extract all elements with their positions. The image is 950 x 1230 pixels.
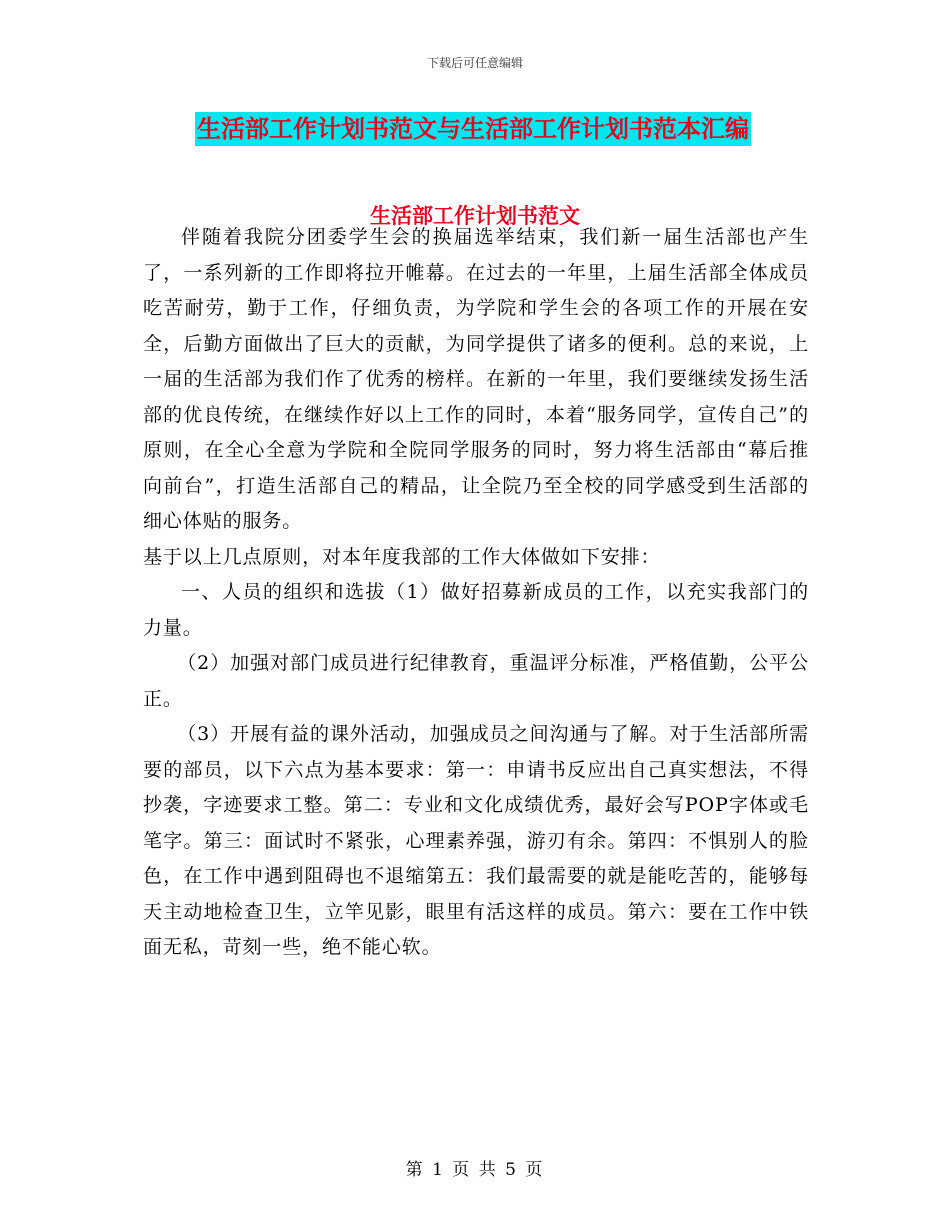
section-title: 生活部工作计划书范文 [370,203,580,228]
paragraph-intro: 伴随着我院分团委学生会的换届选举结束，我们新一届生活部也产生了，一系列新的工作即将拉开帷幕。在过去的一年里，上届生活部全体成员吃苦耐劳，勤于工作，仔细负责，为学院和学生会的各项工作的开展在安全，后勤方面做出了巨大的贡献，为同学提供了诸多的便利。总的来说，上一届的生活部为我们作了优秀的榜样。在新的一年里，我们要继续发扬生活部的优良传统，在继续作好以上工作的同时，本着“服务同学，宣传自己”的原则，在全心全意为学院和全院同学服务的同时，努力将生活部由“幕后推向前台”，打造生活部自己的精品，让全院乃至全校的同学感受到生活部的细心体贴的服务。 [143,226,809,532]
page-footer: 第 1 页 共 5 页 [405,1160,545,1180]
document-body [143,220,809,966]
header-note: 下载后可任意编辑 [426,56,523,70]
paragraph-principles: 基于以上几点原则，对本年度我部的工作大体做如下安排： [143,545,661,568]
paragraph-item-3: （3）开展有益的课外活动，加强成员之间沟通与了解。对于生活部所需要的部员，以下六点为基本要求：第一：申请书反应出自己真实想法，不得抄袭，字迹要求工整。第二：专业和文化成绩优秀，最好会写POP字体或毛笔字。第三：面试时不紧张，心理素养强，游刃有余。第四：不惧别人的脸色，在工作中遇到阻碍也不退缩第五：我们最需要的就是能吃苦的，能够每天主动地检查卫生，立竿见影，眼里有活这样的成员。第六：要在工作中铁面无私，苛刻一些，绝不能心软。 [143,723,809,958]
document-title: 生活部工作计划书范文与生活部工作计划书范本汇编 [195,112,751,146]
paragraph-item-2: （2）加强对部门成员进行纪律教育，重温评分标准，严格值勤，公平公正。 [143,652,809,710]
paragraph-section-one: 一、人员的组织和选拔（1）做好招募新成员的工作，以充实我部门的力量。 [143,581,809,639]
